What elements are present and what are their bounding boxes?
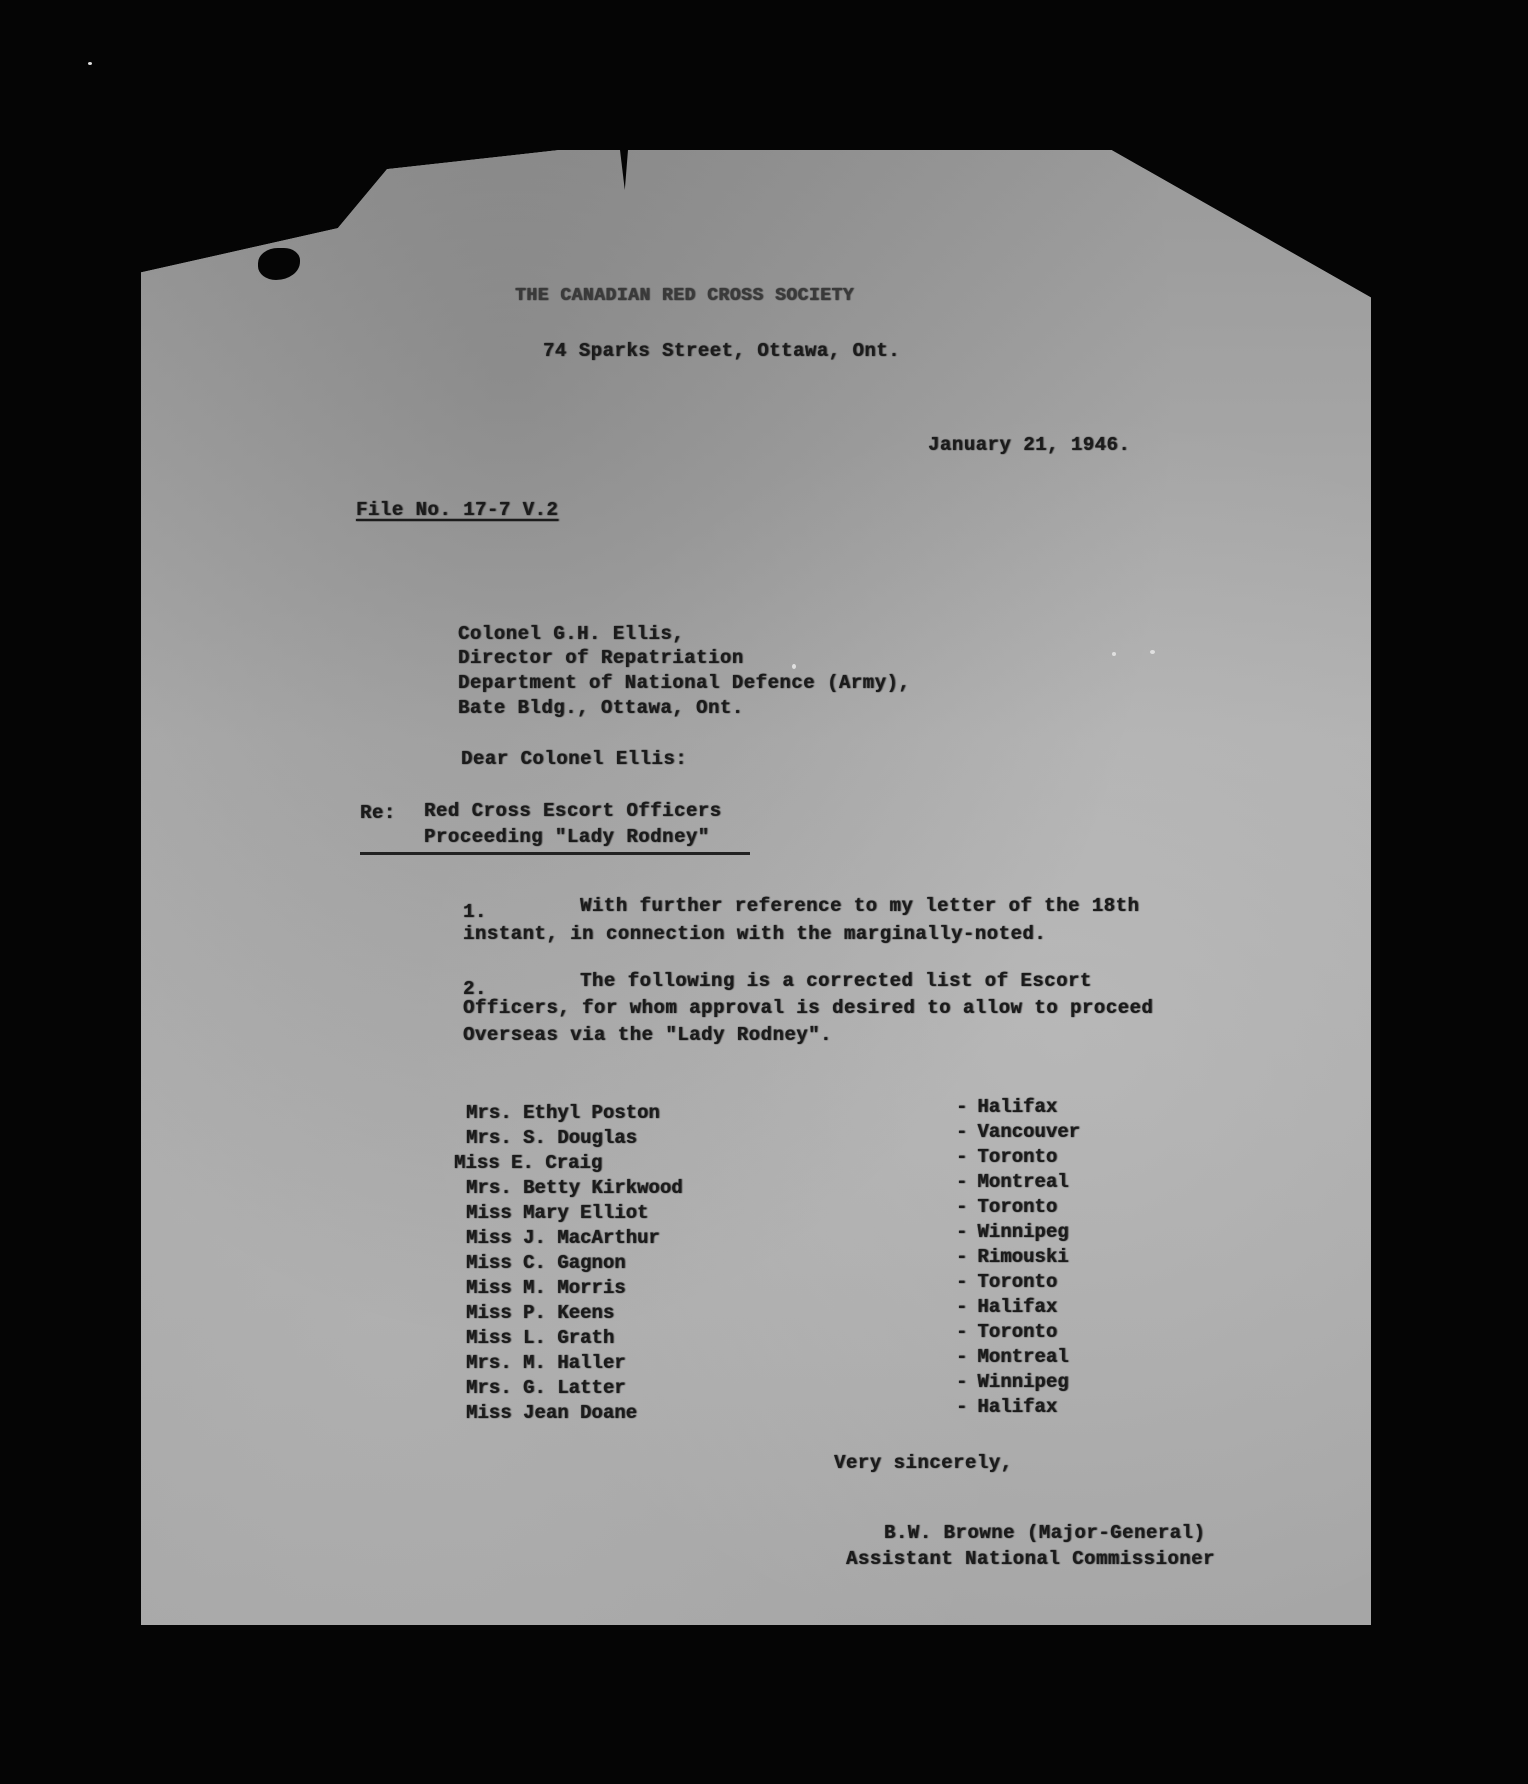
officer-name: Mrs. Ethyl Poston bbox=[466, 1102, 660, 1124]
officer-row bbox=[0, 1096, 1528, 1126]
officer-city: - Toronto bbox=[956, 1321, 1058, 1343]
officer-row bbox=[0, 1121, 1528, 1151]
officer-name: Mrs. S. Douglas bbox=[466, 1127, 638, 1149]
scan-speck bbox=[88, 62, 92, 65]
letterhead-address: 74 Sparks Street, Ottawa, Ont. bbox=[543, 340, 901, 362]
officer-city: - Vancouver bbox=[956, 1121, 1081, 1143]
officer-city: - Winnipeg bbox=[956, 1221, 1069, 1243]
signatory-title: Assistant National Commissioner bbox=[846, 1548, 1215, 1570]
officer-name: Miss P. Keens bbox=[466, 1302, 615, 1324]
officer-city: - Winnipeg bbox=[956, 1371, 1069, 1393]
officer-city: - Halifax bbox=[956, 1096, 1058, 1118]
officer-name: Miss Mary Elliot bbox=[466, 1202, 649, 1224]
paragraph-2-line-3: Overseas via the "Lady Rodney". bbox=[463, 1024, 832, 1046]
officer-city: - Halifax bbox=[956, 1296, 1058, 1318]
subject-line-1: Red Cross Escort Officers bbox=[424, 800, 722, 822]
subject-underline bbox=[360, 852, 750, 855]
salutation: Dear Colonel Ellis: bbox=[461, 748, 688, 770]
recipient-address: Bate Bldg., Ottawa, Ont. bbox=[458, 697, 744, 719]
officer-name: Miss E. Craig bbox=[454, 1152, 603, 1174]
subject-prefix: Re: bbox=[360, 802, 396, 824]
officer-name: Miss C. Gagnon bbox=[466, 1252, 626, 1274]
paragraph-2-line-2: Officers, for whom approval is desired to allow to proceed bbox=[463, 997, 1154, 1019]
officer-name: Miss Jean Doane bbox=[466, 1402, 638, 1424]
officer-row bbox=[0, 1371, 1528, 1401]
recipient-name: Colonel G.H. Ellis, bbox=[458, 623, 685, 645]
scan-speck bbox=[1150, 650, 1155, 654]
recipient-title: Director of Repatriation bbox=[458, 647, 744, 669]
file-number: File No. 17-7 V.2 bbox=[356, 499, 559, 521]
subject-line-2: Proceeding "Lady Rodney" bbox=[424, 826, 710, 848]
letterhead-organization: THE CANADIAN RED CROSS SOCIETY bbox=[515, 286, 855, 306]
officer-city: - Rimouski bbox=[956, 1246, 1069, 1268]
officer-row bbox=[0, 1321, 1528, 1351]
officer-city: - Halifax bbox=[956, 1396, 1058, 1418]
scan-speck bbox=[1112, 652, 1116, 656]
officer-row bbox=[0, 1221, 1528, 1251]
paragraph-1-number: 1. bbox=[463, 901, 487, 923]
paragraph-1-line-2: instant, in connection with the marginally-noted. bbox=[463, 923, 1047, 945]
scan-speck bbox=[792, 664, 796, 669]
officer-city: - Montreal bbox=[956, 1346, 1069, 1368]
officer-row bbox=[0, 1196, 1528, 1226]
signatory-name: B.W. Browne (Major-General) bbox=[884, 1522, 1206, 1544]
officer-row bbox=[0, 1146, 1528, 1176]
officer-name: Miss J. MacArthur bbox=[466, 1227, 660, 1249]
officer-row bbox=[0, 1396, 1528, 1426]
officer-name: Mrs. M. Haller bbox=[466, 1352, 626, 1374]
officer-name: Mrs. G. Latter bbox=[466, 1377, 626, 1399]
closing: Very sincerely, bbox=[834, 1452, 1013, 1474]
paragraph-2-number: 2. bbox=[463, 978, 487, 1000]
officer-city: - Montreal bbox=[956, 1171, 1069, 1193]
officer-row bbox=[0, 1271, 1528, 1301]
officer-name: Miss L. Grath bbox=[466, 1327, 615, 1349]
officer-row bbox=[0, 1346, 1528, 1376]
officer-name: Mrs. Betty Kirkwood bbox=[466, 1177, 683, 1199]
officer-row bbox=[0, 1171, 1528, 1201]
letter-date: January 21, 1946. bbox=[928, 434, 1131, 456]
officer-city: - Toronto bbox=[956, 1146, 1058, 1168]
paragraph-2-line-1: The following is a corrected list of Escort bbox=[580, 970, 1092, 992]
officer-city: - Toronto bbox=[956, 1271, 1058, 1293]
officer-row bbox=[0, 1296, 1528, 1326]
recipient-department: Department of National Defence (Army), bbox=[458, 672, 911, 694]
officer-city: - Toronto bbox=[956, 1196, 1058, 1218]
officer-name: Miss M. Morris bbox=[466, 1277, 626, 1299]
paragraph-1-line-1: With further reference to my letter of the 18th bbox=[580, 895, 1140, 917]
officer-row bbox=[0, 1246, 1528, 1276]
